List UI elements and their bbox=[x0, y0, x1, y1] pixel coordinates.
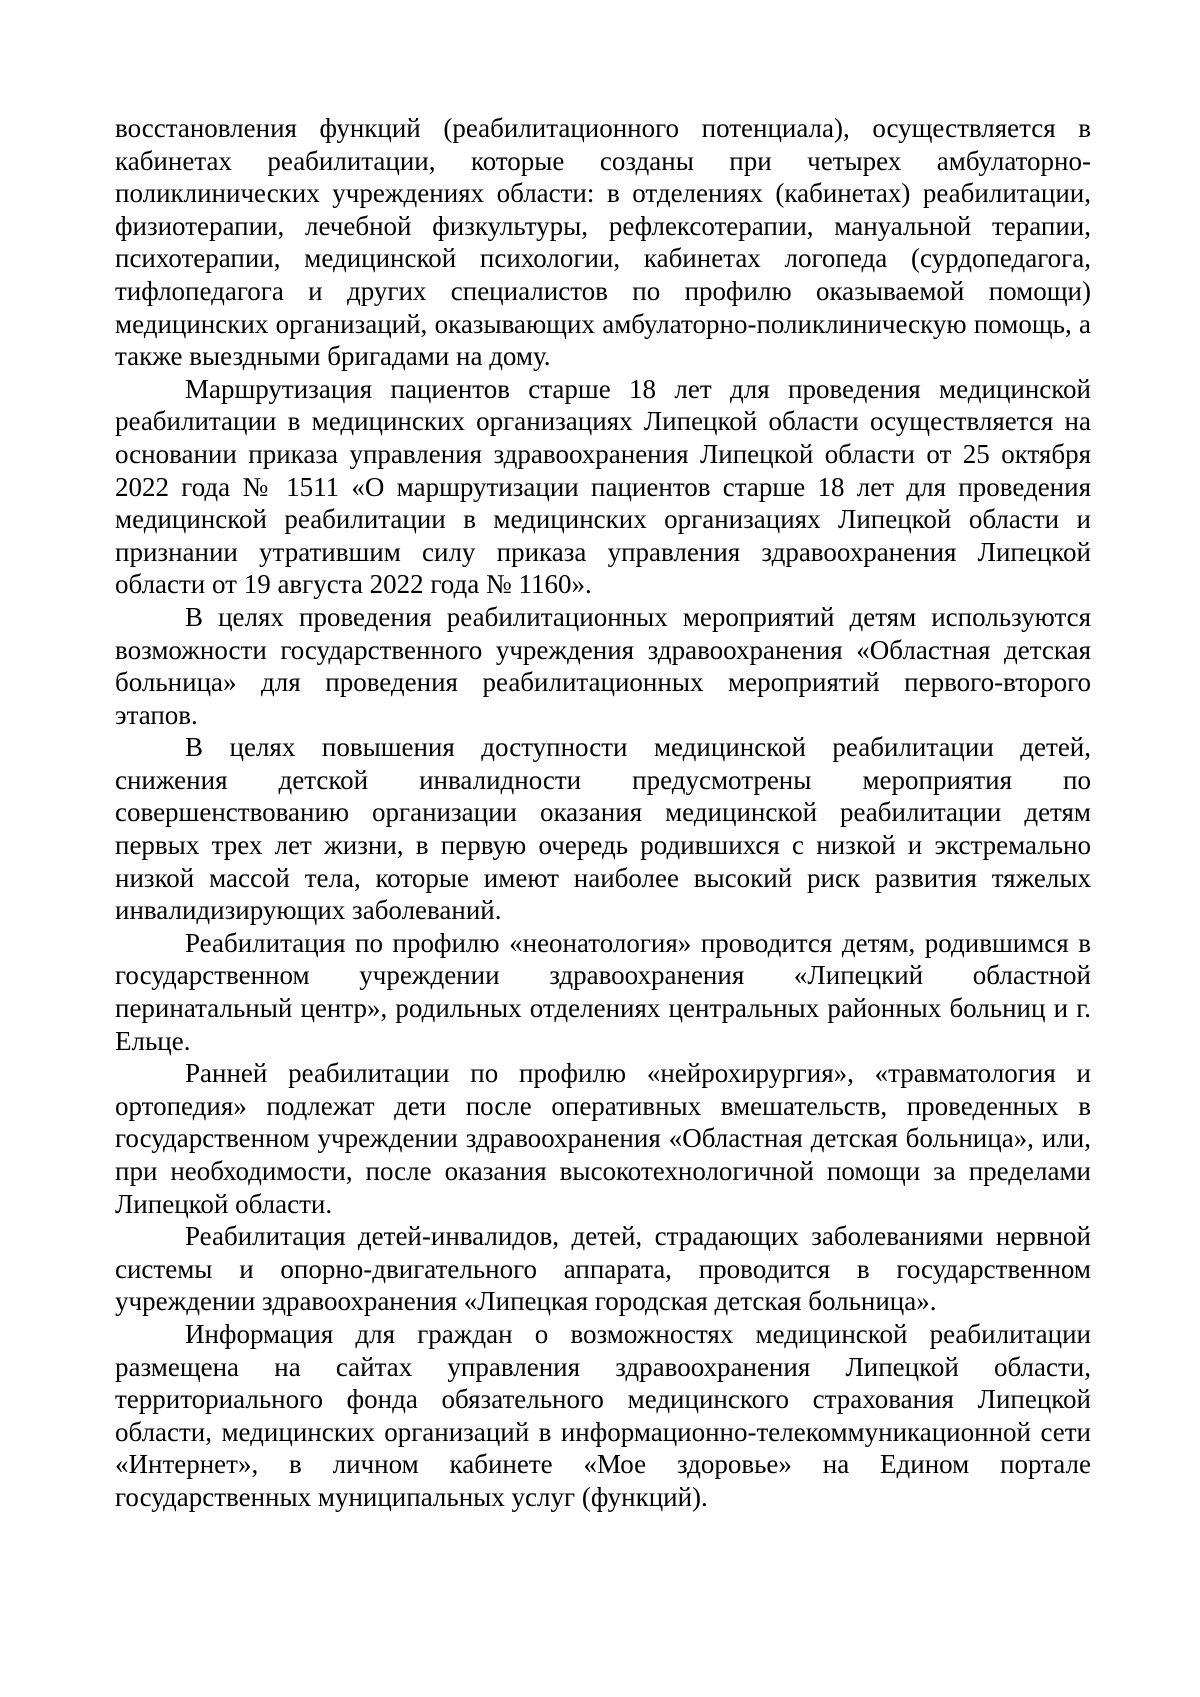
paragraph-accessibility: В целях повышения доступности медицинской реабилитации детей, снижения детской инвалидности предусмотрены мероприятия по совершенствованию организации оказания медицинской реабилитации детям первых трех лет жизни, в первую очередь родившихся с низкой и экстремально низкой массой тела, которые имеют наиболее высокий риск развития тяжелых инвалидизирующих заболеваний. bbox=[115, 732, 1091, 926]
paragraph-adult-routing: Маршрутизация пациентов старше 18 лет для проведения медицинской реабилитации в медицинских организациях Липецкой области осуществляется на основании приказа управления здравоохранения Липецкой области от 25 октября 2022 года № 1511 «О маршрутизации пациентов старше 18 лет для проведения медицинской реабилитации в медицинских организациях Липецкой области и признании утратившим силу приказа управления здравоохранения Липецкой области от 19 августа 2022 года № 1160». bbox=[115, 373, 1091, 600]
paragraph-children-hospital: В целях проведения реабилитационных мероприятий детям используются возможности государственного учреждения здравоохранения «Областная детская больница» для проведения реабилитационных мероприятий первого-второго этапов. bbox=[115, 601, 1091, 730]
paragraph-citizen-information: Информация для граждан о возможностях медицинской реабилитации размещена на сайтах управления здравоохранения Липецкой области, территориального фонда обязательного медицинского страхования Липецкой области, медицинских организаций в информационно-телекоммуникационной сети «Интернет», в личном кабинете «Мое здоровье» на Едином портале государственных муниципальных услуг (функций). bbox=[115, 1318, 1091, 1512]
document-body bbox=[115, 112, 1091, 1514]
paragraph-continuation: восстановления функций (реабилитационного потенциала), осуществляется в кабинетах реабилитации, которые созданы при четырех амбулаторно-поликлинических учреждениях области: в отделениях (кабинетах) реабилитации, физиотерапии, лечебной физкультуры, рефлексотерапии, мануальной терапии, психотерапии, медицинской психологии, кабинетах логопеда (сурдопедагога, тифлопедагога и других специалистов по профилю оказываемой помощи) медицинских организаций, оказывающих амбулаторно-поликлиническую помощь, а также выездными бригадами на дому. bbox=[115, 113, 1091, 372]
paragraph-neonatology: Реабилитация по профилю «неонатология» проводится детям, родившимся в государственном учреждении здравоохранения «Липецкий областной перинатальный центр», родильных отделениях центральных районных больниц и г. Ельце. bbox=[115, 927, 1091, 1056]
paragraph-disabled-children: Реабилитация детей-инвалидов, детей, страдающих заболеваниями нервной системы и опорно-двигательного аппарата, проводится в государственном учреждении здравоохранения «Липецкая городская детская больница». bbox=[115, 1221, 1091, 1317]
paragraph-early-rehabilitation: Ранней реабилитации по профилю «нейрохирургия», «травматология и ортопедия» подлежат дети после оперативных вмешательств, проведенных в государственном учреждении здравоохранения «Областная детская больница», или, при необходимости, после оказания высокотехнологичной помощи за пределами Липецкой области. bbox=[115, 1058, 1091, 1219]
